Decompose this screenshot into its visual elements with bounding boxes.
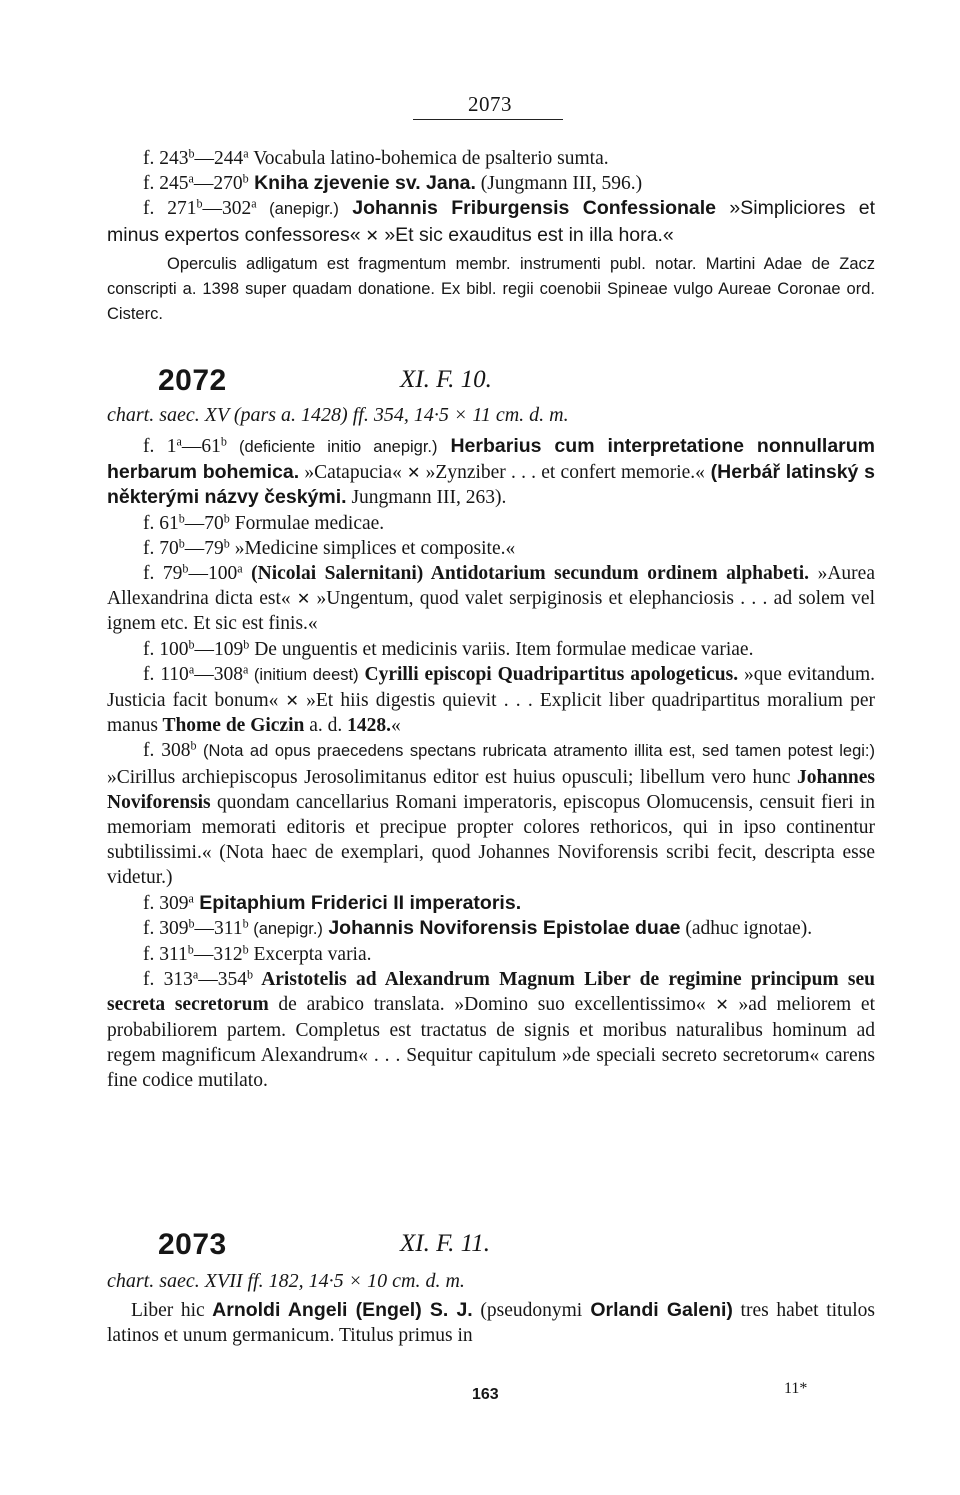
item-text: (adhuc ignotae). [680,917,813,939]
folio-side: b [188,146,195,161]
item-text: « [391,715,401,737]
item-text: a. d. [304,715,343,737]
item-title: Johannis Friburgensis Confessionale [338,197,717,220]
folio: —100 [188,563,238,585]
folio: —270 [193,173,243,195]
entry-number: 2073 [158,1228,227,1261]
item-text: Vocabula latino-bohemica de psalterio sumta. [248,148,609,169]
folio: f. 110 [143,663,189,685]
item-title: Aristotelis ad Alexandrum Magnum Liber de regimine principum seu secreta secretorum [107,969,875,1016]
folio-side: b [223,536,230,551]
item-explicit: »Et hiis digestis quievit . . . Explicit liber quadripartitus moralium per manus [107,690,875,737]
scribe-name: Thome de Giczin [157,715,305,737]
folio-side: b [223,510,230,525]
item-title: Cyrilli episcopi Quadripartitus apologeticus. [358,663,739,685]
item-note: (initium deest) [248,665,359,684]
folio: —312 [193,944,243,966]
folio: —79 [184,537,224,559]
separator-cross: ✕ [715,995,729,1015]
item-text: »Medicine simplices et composite.« [229,537,516,559]
item-line [107,967,875,1093]
folio: f. 1 [143,436,177,457]
folio: f. 243 [143,148,189,169]
item-explicit: »Zynziber . . . et confert memorie.« [420,462,705,484]
item-incipit: »Catapucia« [299,462,402,484]
item-text: Liber hic [131,1300,205,1321]
item-line [107,662,875,739]
folio: f. 70 [143,537,179,559]
separator-cross: ✕ [296,589,311,609]
folio-side: b [220,434,227,449]
folio-side: a [188,891,194,906]
header-rule [413,119,563,120]
item-text: (Jungmann III, 596.) [475,173,643,195]
folio: —61 [181,436,221,457]
folio-side: a [192,967,199,982]
item-text: quondam cancellarius Romani imperatoris, episcopus Olomucensis, censuit fieri in memoriam memorati editoris et precipue propter colores rethoricos, qui in ipso continentur subtilissimi.« (Nota haec de exemplari, quod Johannes Noviforensis scribi fecit, descripta esse videtur.) [107,791,875,889]
item-note: (deficiente initio anepigr.) [226,438,438,456]
folio-side: b [196,196,203,211]
item-explicit: »ad meliorem et probabiliorem partem. Completus est tractatus de signis et moribus naturalibus hominum ad regem magnificum Alexandrum« . . . Sequitur capitulum »de speciali secreto secretorum« carens fine codice mutilato. [107,994,875,1092]
item-line [107,511,875,536]
folio-side: a [237,561,243,576]
date: 1428. [347,715,392,737]
entry-2072-header [158,364,878,404]
intro-paragraph [107,1298,875,1348]
folio: f. 309 [143,892,189,914]
page-number: 163 [472,1386,499,1403]
entry-2072-description: chart. saec. XV (pars a. 1428) ff. 354, 14·5 × 11 cm. d. m. [107,404,569,426]
item-line [107,942,875,967]
item-title: (Nicolai Salernitani) Antidotarium secundum ordinem alphabeti. [242,563,810,585]
item-line [107,171,875,196]
item-line [107,146,875,171]
item-title-czech: (Herbář latinský s některými názvy českými. [107,461,876,509]
folio-side: b [242,942,249,957]
entry-2073-contents [107,1298,875,1348]
item-line [107,434,875,511]
shelfmark: XI. F. 10. [400,366,492,393]
folio-side: b [178,536,185,551]
separator-cross: ✕ [407,463,421,483]
folio: f. 311 [143,944,188,966]
item-reference: Jungmann III, 263). [346,487,507,509]
provenance-note: Operculis adligatum est fragmentum membr. instrumenti publ. notar. Martini Adae de Zacz conscripti a. 1398 super quadam donatione. Ex bibl. regii coenobii Spineae vulgo Aureae Coronae ord. Cisterc. [107,254,875,324]
separator-cross: ✕ [285,691,299,711]
folio: —109 [194,638,244,660]
folio: f. 309 [143,917,189,939]
item-explicit: »Et sic exauditus est in illa hora.« [378,223,674,246]
item-line [107,738,875,890]
item-text: Excerpta varia. [248,944,372,966]
item-line [107,196,875,247]
item-title: Kniha zjevenie sv. Jana. [248,172,476,195]
folio: —311 [194,917,243,939]
separator-cross: ✕ [365,225,379,245]
folio: f. 100 [143,638,189,660]
entry-2073-description: chart. saec. XVII ff. 182, 14·5 × 10 cm. d. m. [107,1270,465,1292]
folio-side: a [242,662,249,677]
pseudonym: Orlandi Galeni) [582,1299,733,1321]
item-explicit: »Ungentum, quod valet serpiginosis et elephanciosis . . . ad solem vel ignem etc. Et sic est finis.« [107,588,875,635]
folio-side: b [242,916,249,931]
folio-side: b [242,171,249,186]
item-title: Johannis Noviforensis Epistolae duae [322,916,681,939]
item-line [107,916,875,942]
folio: f. 245 [143,173,189,195]
folio-side: b [190,738,197,753]
entry-2073-header [158,1228,878,1268]
folio: —308 [194,663,243,685]
item-line [107,891,875,916]
folio-side: b [243,636,250,651]
folio: —244 [194,148,244,169]
item-title: Epitaphium Friderici II imperatoris. [193,891,522,914]
item-line [107,561,875,637]
folio: f. 79 [143,563,183,585]
folio-side: b [188,916,195,931]
folio: —354 [198,969,247,991]
entry-2072-contents [107,434,875,1093]
item-line [107,637,875,662]
entry-number: 2072 [158,364,227,397]
running-head: 2073 [468,92,512,116]
author-name: Arnoldi Angeli (Engel) S. J. [204,1299,473,1321]
folio-side: a [243,146,249,161]
item-incipit: »Aurea Allexandrina dicta est« [107,563,875,610]
folio: —70 [184,512,224,534]
folio-side: b [178,510,185,525]
item-incipit: »que evitandum. Justicia facit bonum« [107,663,875,712]
folio: f. 61 [143,512,179,534]
folio: —302 [202,198,252,220]
item-text: De unguentis et medicinis variis. Item formulae medicae variae. [249,638,754,660]
item-note: (Nota ad opus praecedens spectans rubricata atramento illita est, sed tamen potest legi:) [196,742,875,761]
signature-mark: 11* [784,1380,808,1397]
item-text: Formulae medicae. [229,512,385,534]
item-line [107,536,875,561]
folio-side: b [188,636,195,651]
folio-side: b [182,561,189,576]
item-incipit: de arabico translata. »Domino suo excellentissimo« [268,994,706,1016]
item-text: (pseudonymi [472,1300,583,1321]
item-note: (anepigr.) [248,919,323,938]
folio-side: b [246,967,254,982]
folio-side: a [188,662,195,677]
folio: f. 271 [143,198,197,220]
person-name: Johannes Noviforensis [107,766,875,813]
item-note: (anepigr.) [256,200,339,219]
folio: f. 313 [143,969,193,991]
item-incipit: »Simpliciores et minus expertos confessores« [107,197,876,246]
previous-entry-continuation [107,146,875,327]
item-title: Herbarius cum interpretatione nonnullarum herbarum bohemica. [107,435,875,484]
item-text: tres habet titulos latinos et unum germanicum. Titulus primus in [107,1300,875,1347]
item-text: »Cirillus archiepiscopus Jerosolimitanus editor est huius opusculi; libellum vero hunc [107,766,791,788]
folio: f. 308 [143,740,191,762]
folio-side: a [251,196,257,211]
folio-side: a [176,434,182,449]
folio-side: a [188,171,194,186]
folio-side: b [187,942,194,957]
shelfmark: XI. F. 11. [400,1230,491,1257]
